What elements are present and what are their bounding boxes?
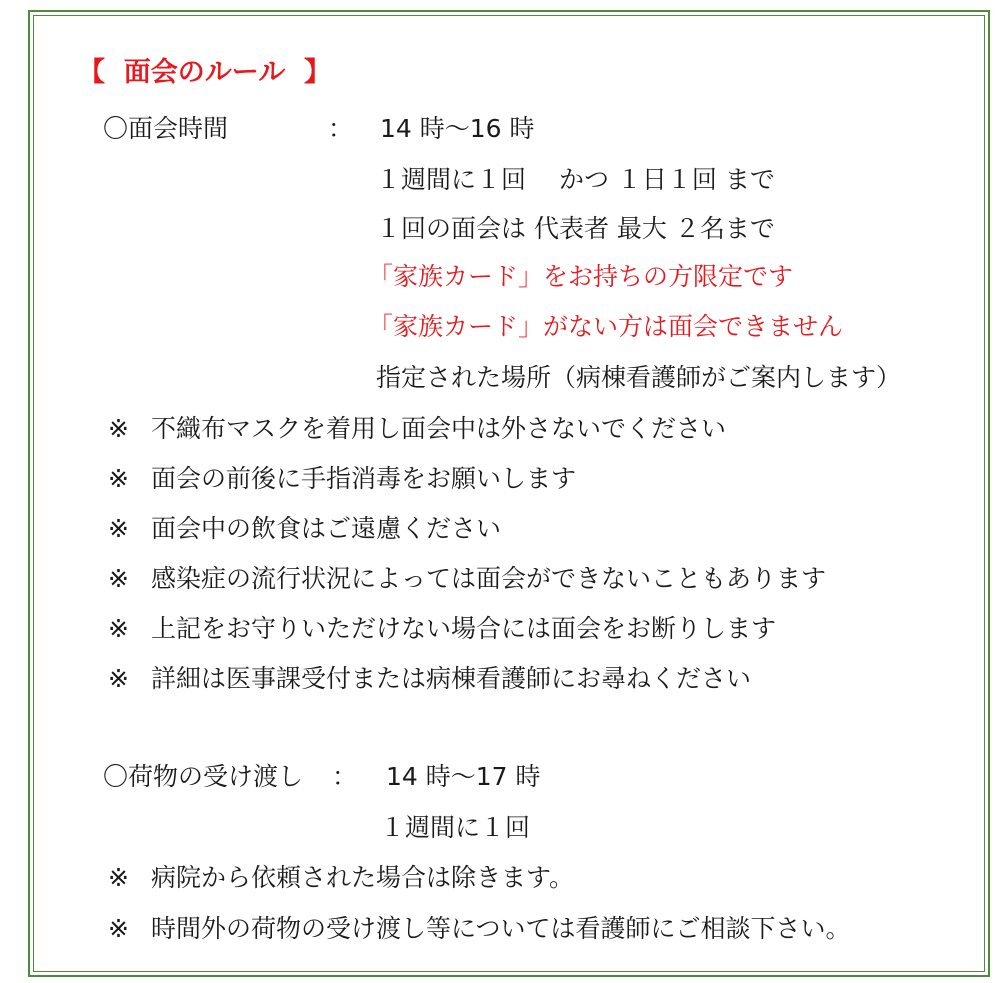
visit-hours-label: 〇面会時間 [103,114,229,143]
visit-rule-people: １回の面会は 代表者 最大 ２名まで [376,214,775,243]
visit-rule-location: 指定された場所（病棟看護師がご案内します） [376,363,902,392]
note-item [108,414,727,444]
note-mark: ※ [108,914,129,943]
delivery-hours-label: 〇荷物の受け渡し [103,762,304,791]
note-mark: ※ [108,614,129,643]
note-text: 上記をお守りいただけない場合には面会をお断りします [151,614,777,643]
note-mark: ※ [108,664,129,693]
visit-rule-no-card: 「家族カード」がない方は面会できません [368,312,844,341]
delivery-note-item [108,863,575,893]
delivery-rule-frequency: １週間に１回 [380,813,531,842]
delivery-note-text: 時間外の荷物の受け渡し等については看護師にご相談下さい。 [151,914,851,943]
note-item [108,614,777,644]
note-text: 面会中の飲食はご遠慮ください [151,514,502,543]
note-item [108,464,577,494]
delivery-note-item [108,914,851,944]
note-item [108,514,502,544]
note-text: 面会の前後に手指消毒をお願いします [151,464,577,493]
note-text: 不織布マスクを着用し面会中は外さないでください [151,414,727,443]
note-item [108,664,752,694]
note-text: 詳細は医事課受付または病棟看護師にお尋ねください [151,664,752,693]
page-title: 【 面会のルール 】 [78,57,332,88]
note-mark: ※ [108,564,129,593]
visit-rule-frequency: １週間に１回 かつ １日１回 まで [376,165,775,194]
note-item [108,564,827,594]
note-mark: ※ [108,414,129,443]
visit-rule-family-card: 「家族カード」をお持ちの方限定です [368,262,794,291]
note-mark: ※ [108,514,129,543]
visit-hours-value: 14 時～16 時 [380,114,535,143]
note-mark: ※ [108,464,129,493]
visit-hours-colon: ： [328,114,354,143]
note-mark: ※ [108,863,129,892]
delivery-hours-value: 14 時～17 時 [386,762,541,791]
delivery-note-text: 病院から依頼された場合は除きます。 [151,863,575,892]
note-text: 感染症の流行状況によっては面会ができないこともあります [151,564,827,593]
delivery-hours-colon: ： [332,762,358,791]
